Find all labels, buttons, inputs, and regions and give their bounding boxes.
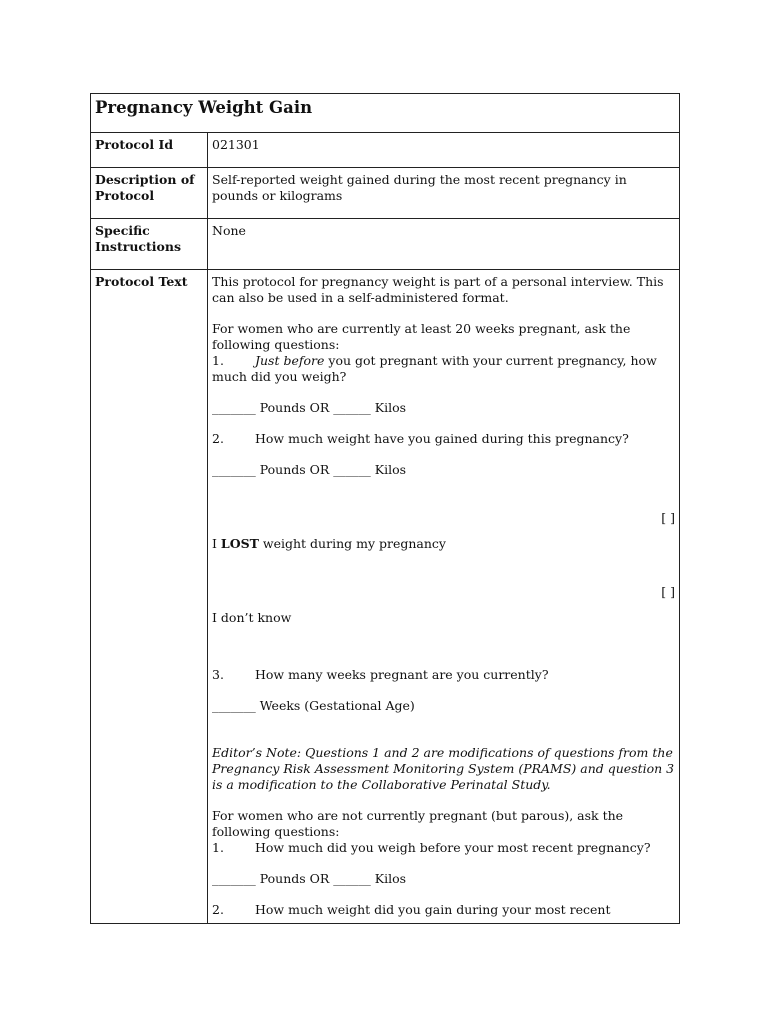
protocol-table [90, 93, 680, 924]
pounds-kilos-blank-2: _______ Pounds OR ______ Kilos [212, 462, 407, 477]
lost-bold: LOST [220, 536, 259, 551]
page-title: Pregnancy Weight Gain [91, 94, 679, 133]
np-question-2 [212, 902, 675, 918]
intro-paragraph: This protocol for pregnancy weight is part of a personal interview. This can also be used in a self-administered format. [212, 274, 664, 305]
lost-pre: I [212, 536, 221, 551]
question-1-text: you got pregnant with your current pregnancy, how much did you weigh? [212, 353, 657, 384]
protocol-text-label: Protocol Text [91, 270, 208, 923]
question-3-text: How many weeks pregnant are you currently? [255, 667, 549, 682]
question-3 [212, 667, 675, 683]
row-protocol-id [91, 133, 679, 168]
np-question-2-text: How much weight did you gain during your most recent [255, 902, 611, 917]
description-value: Self-reported weight gained during the most recent pregnancy in pounds or kilograms [212, 172, 627, 203]
row-specific-instructions [91, 219, 679, 270]
question-2 [212, 431, 675, 447]
pregnant-intro-paragraph: For women who are currently at least 20 weeks pregnant, ask the following questions: [212, 321, 631, 352]
checkbox-lost-weight[interactable]: [ ] [661, 510, 675, 525]
question-1-number: 1. [212, 353, 224, 368]
np-question-1 [212, 840, 675, 856]
question-3-number: 3. [212, 667, 224, 682]
specific-instructions-label: Specific Instructions [91, 219, 208, 269]
question-2-number: 2. [212, 431, 224, 446]
description-label: Description of Protocol [91, 168, 208, 218]
question-1 [212, 353, 675, 385]
np-question-1-text: How much did you weigh before your most recent pregnancy? [255, 840, 651, 855]
editors-note-text: Editor’s Note: Questions 1 and 2 are modifications of questions from the Pregnancy Risk Assessment Monitoring System (PRAMS) and question 3 is a modification to the Collaborative Perinatal Study. [212, 745, 675, 792]
question-1-emphasis: Just before [255, 353, 325, 368]
specific-instructions-value: None [212, 223, 246, 238]
row-description [91, 168, 679, 219]
option-lost-weight [212, 536, 675, 552]
pounds-kilos-blank-1: _______ Pounds OR ______ Kilos [212, 400, 407, 415]
question-2-text: How much weight have you gained during this pregnancy? [255, 431, 629, 446]
option-dont-know: I don’t know [212, 610, 292, 625]
row-protocol-text [91, 270, 679, 923]
not-pregnant-intro: For women who are not currently pregnant (but parous), ask the following questions: [212, 808, 624, 839]
weeks-blank: _______ Weeks (Gestational Age) [212, 698, 415, 713]
protocol-id-value: 021301 [212, 137, 260, 152]
np-question-2-number: 2. [212, 902, 224, 917]
np-question-1-number: 1. [212, 840, 224, 855]
lost-post: weight during my pregnancy [258, 536, 446, 551]
protocol-text-body [208, 270, 679, 923]
checkbox-dont-know[interactable]: [ ] [661, 584, 675, 599]
editors-note [212, 745, 675, 793]
pounds-kilos-blank-3: _______ Pounds OR ______ Kilos [212, 871, 407, 886]
protocol-id-label: Protocol Id [91, 133, 208, 167]
